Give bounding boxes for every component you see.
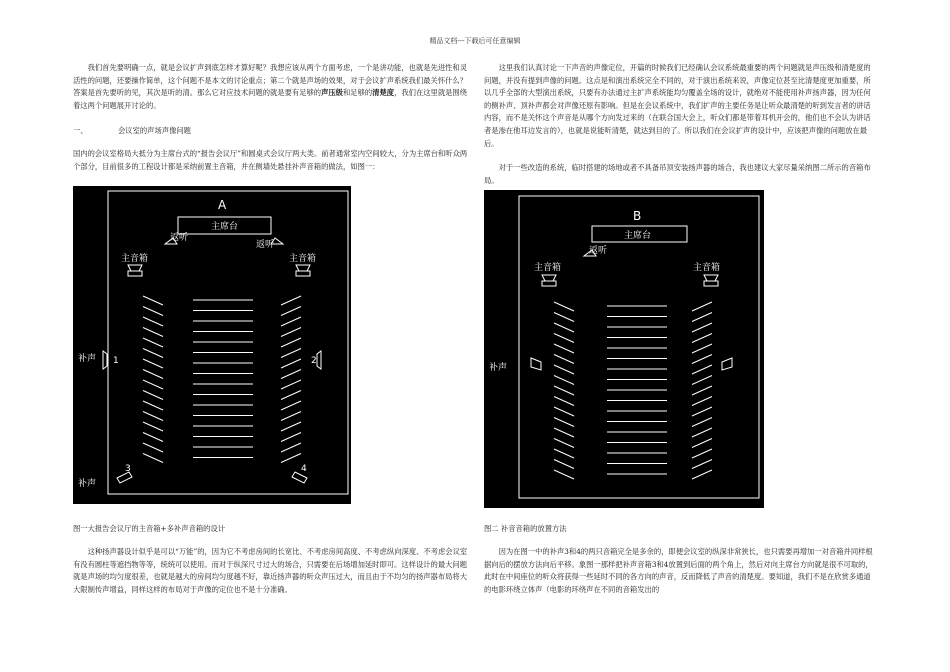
seating-area <box>143 296 301 463</box>
seat-row-right <box>281 307 301 316</box>
seat-row-right <box>692 428 712 437</box>
main-speaker-right-label: 主音箱 <box>289 254 317 264</box>
foldback-label: 返听 <box>589 246 608 256</box>
fill-label: 补声 <box>489 363 508 373</box>
fill-label-1: 补声 <box>78 354 97 364</box>
main-speaker-left-label: 主音箱 <box>121 254 149 264</box>
seat-row-right <box>692 397 712 406</box>
seat-row-left <box>143 433 163 442</box>
stage-label: 主席台 <box>211 222 239 232</box>
seat-row-left <box>554 449 574 458</box>
right-paragraph-1: 这里我们认真讨论一下声音的声像定位，开篇的时候我们已经确认会议系统最重要的两个问题就是声压级和清楚度的问题，并没有提到声像的问题。这点是和演出系统完全不同的，对于演出系统来说，声像定位甚至比清楚度更加重要，所以几乎全部的大型演出系统，只要有办法通过主扩声系统能均匀覆盖全场的设计，就绝对不能使用补声扬声器，因为任何的侧补声、顶补声都会对声像还原有影响。但是在会议系统中，我们扩声的主要任务是让听众最清楚的听到发言者的讲话内容，而不是关怀这个声音是从哪个方向发过来的（在联合国大会上，听众们都是带着耳机开会的，他们也不会认为讲话者是渗在他耳边发言的），也就是说能听清楚，就达到目的了。所以我们在会议扩声的设计中，应该把声像的问题放在最后。 <box>484 63 871 148</box>
seat-row-left <box>143 338 163 347</box>
seat-row-left <box>143 380 163 389</box>
fill-speaker-right-icon <box>722 358 732 370</box>
seat-row-left <box>143 401 163 410</box>
seat-row-left <box>554 439 574 448</box>
seat-row-left <box>554 428 574 437</box>
seat-row-right <box>281 422 301 431</box>
foldback-left-label: 返听 <box>170 233 189 243</box>
seat-row-left <box>554 323 574 332</box>
seat-row-left <box>554 407 574 416</box>
seat-row-right <box>281 443 301 452</box>
seat-row-left <box>554 313 574 322</box>
figure-1-caption: 图一大报告会议厅的主音箱+多补声音箱的设计 <box>73 524 226 533</box>
fill-speaker-1-icon <box>103 351 107 369</box>
seat-row-left <box>143 296 163 305</box>
seat-row-left <box>143 317 163 326</box>
left-paragraph-3: 这种扬声器设计似乎是可以“万能”的，因为它不考虑房间的长宽比、不考虑房间高度、不考虑纵向深度、不考虑会议室有没有圆柱等遮挡物等等，统统可以使用。而对于纵深尺寸过大的场合，只需要在后场增加延时即可。这样设计的最大问题就是声场的均匀度很差，也就是越大的房间均匀度越不好，靠近扬声器的听众声压过大，而且由于不均匀的扬声器布局将大大限制传声增益，同样这样的布局对于声像的定位也不是十分准确。 <box>73 547 468 594</box>
seat-row-right <box>281 391 301 400</box>
bold-term-clarity: 清楚度 <box>372 88 395 98</box>
seat-row-right <box>281 296 301 305</box>
seat-row-left <box>143 454 163 463</box>
seat-row-left <box>554 418 574 427</box>
seat-row-right <box>692 302 712 311</box>
main-speaker-left-icon <box>542 275 556 286</box>
seat-row-right <box>281 317 301 326</box>
seating-area <box>554 302 712 479</box>
seat-row-right <box>692 365 712 374</box>
seat-row-left <box>143 359 163 368</box>
foldback-right-label: 返听 <box>256 240 275 250</box>
seat-row-left <box>554 344 574 353</box>
seat-row-right <box>281 370 301 379</box>
seat-row-right <box>692 355 712 364</box>
main-speaker-right-icon <box>296 265 310 276</box>
main-speaker-left-icon <box>128 265 142 276</box>
left-paragraph-1: 我们首先要明确一点，就是会议扩声到底怎样才算好呢？我想应该从两个方面考虑，一个是讲功能，也就是先进性和灵活性的问题，还要操作简单，这个问题不是本文的讨论重点；第二个就是声场的效果，对于会议扩声系统我们最关怀什么？答案是首先要听的见，其次是听的清。那么它对应技术问题的就是要有足够的声压级和足够的清楚度，我们在这里就是围绕着这两个问题展开讨论的。 <box>73 63 468 110</box>
right-paragraph-2: 对于一些改造的系统，临时搭建的场地或者不具备吊顶安装扬声器的场合，我也建议大家尽量采纳图二所示的音箱布局。 <box>484 163 871 185</box>
seat-row-right <box>281 401 301 410</box>
seat-row-right <box>281 359 301 368</box>
seat-row-right <box>281 349 301 358</box>
hall-letter: A <box>218 198 227 212</box>
seat-row-left <box>143 422 163 431</box>
section-title: 会议室的声场声像问题 <box>118 126 191 135</box>
seat-row-right <box>281 328 301 337</box>
seat-row-right <box>281 338 301 347</box>
seat-row-right <box>692 313 712 322</box>
main-speaker-right-label: 主音箱 <box>693 263 721 273</box>
seat-row-right <box>692 439 712 448</box>
seat-row-right <box>692 344 712 353</box>
seat-row-left <box>554 334 574 343</box>
fill-label-2: 补声 <box>78 479 97 489</box>
figure-1-diagram <box>73 186 351 504</box>
main-speaker-left-label: 主音箱 <box>534 263 562 273</box>
seat-row-right <box>692 376 712 385</box>
fill-speaker-left-icon <box>531 358 541 370</box>
seat-row-right <box>692 407 712 416</box>
seat-row-left <box>554 376 574 385</box>
fill-number-2: 2 <box>311 356 317 366</box>
seat-row-right <box>692 323 712 332</box>
left-paragraph-2: 国内的会议室格局大抵分为主席台式的“报告会议厅”和圆桌式会议厅两大类。前者通常室内空间较大，分为主席台和听众两个部分，目前很多的工程设计都是采纳前置主音箱，并在侧墙处悬挂补声音箱的做法，如图一： <box>73 149 468 171</box>
seat-row-right <box>692 334 712 343</box>
main-speaker-right-icon <box>704 275 718 286</box>
seat-row-left <box>143 391 163 400</box>
seat-row-left <box>554 397 574 406</box>
seat-row-right <box>692 418 712 427</box>
seat-row-left <box>554 355 574 364</box>
stage-label: 主席台 <box>624 231 652 241</box>
fill-number-4: 4 <box>301 464 307 474</box>
seat-row-right <box>281 433 301 442</box>
seat-row-right <box>692 460 712 469</box>
page-header: 精品文档---下载后可任意编辑 <box>429 37 521 45</box>
seat-row-left <box>554 302 574 311</box>
hall-letter: B <box>633 209 642 223</box>
seat-row-left <box>143 307 163 316</box>
seat-row-left <box>143 443 163 452</box>
seat-row-right <box>692 470 712 479</box>
section-number: 一、 <box>73 126 88 135</box>
fill-number-1: 1 <box>113 356 119 366</box>
seat-row-left <box>554 365 574 374</box>
bold-term-spl: 声压级 <box>321 88 343 98</box>
seat-row-left <box>143 349 163 358</box>
seat-row-right <box>692 449 712 458</box>
seat-row-right <box>281 454 301 463</box>
fill-speaker-2-icon <box>317 351 321 369</box>
seat-row-left <box>143 412 163 421</box>
seat-row-right <box>281 412 301 421</box>
seat-row-left <box>143 370 163 379</box>
seat-row-left <box>554 470 574 479</box>
seat-row-left <box>554 460 574 469</box>
seat-row-right <box>281 380 301 389</box>
seat-row-left <box>143 328 163 337</box>
seat-row-right <box>692 386 712 395</box>
figure-2-diagram <box>484 190 764 508</box>
fill-number-3: 3 <box>125 464 131 474</box>
right-paragraph-3: 因为在图一中的补声3和4的两只音箱完全是多余的，即便会议室的纵深非常狭长，也只需要再增加一对音箱并同样根据向后的摆放方法向后平移。象图一那样把补声音箱3和4放置到后面的两个角上，然后对向主席台方向就是很不可取的，此时在中间座位的听众将获得一些延时不同的各方向的声音，反而降低了声音的清楚度。要知道，我们不是在欣赏多通道的电影环绕立体声（电影的环绕声在不同的音箱发出的 <box>484 547 873 594</box>
figure-2-caption: 图二 补音音箱的放置方法 <box>484 524 567 533</box>
seat-row-left <box>554 386 574 395</box>
